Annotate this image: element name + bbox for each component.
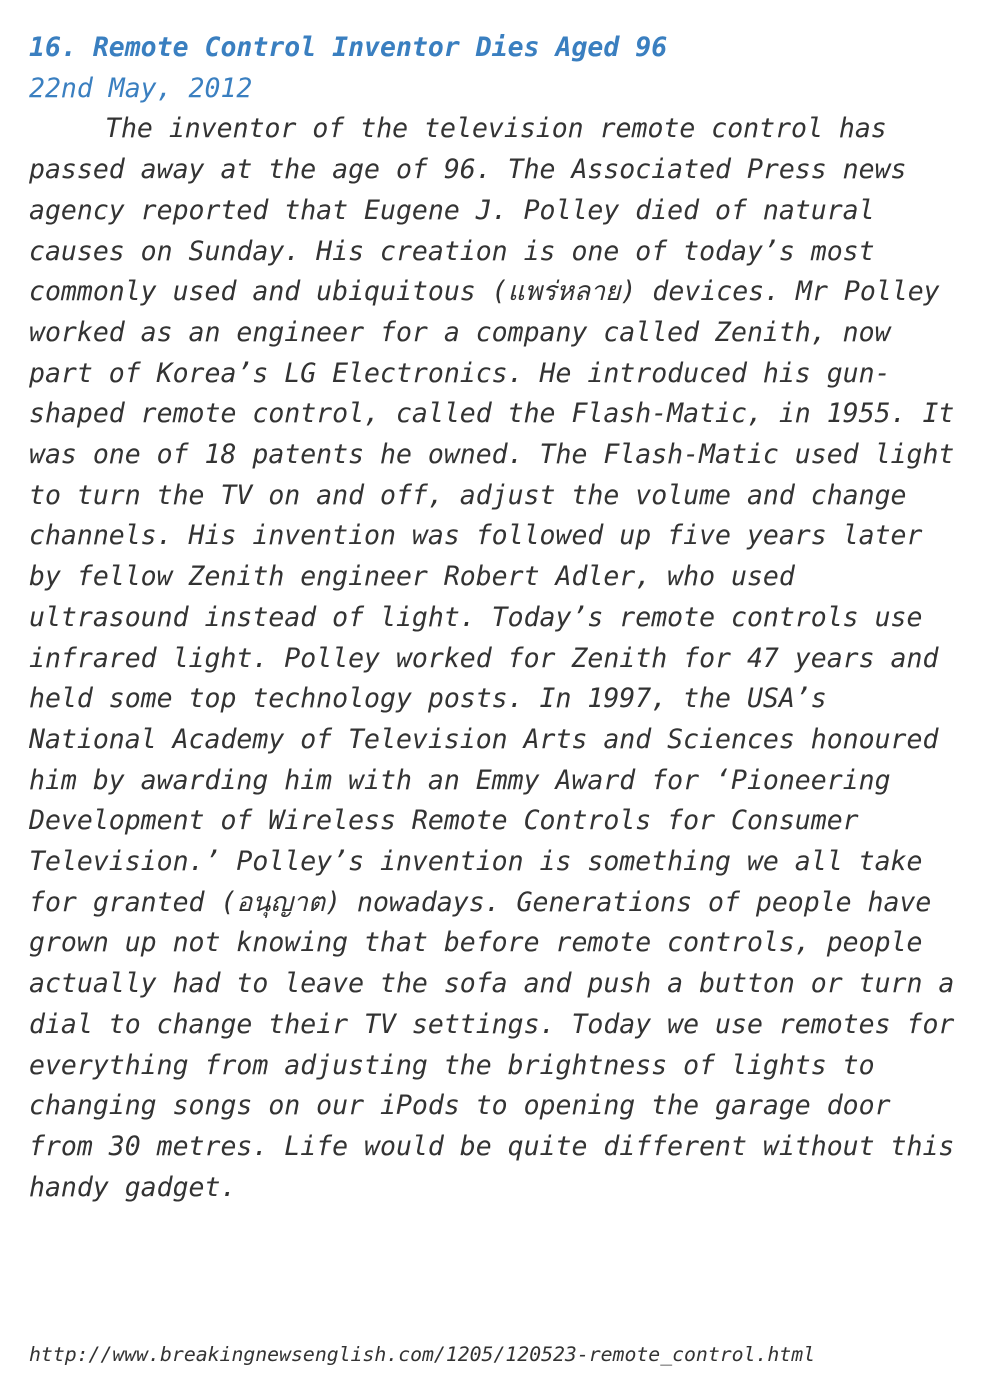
article-body: The inventor of the television remote control has passed away at the age of 96. The Associated Press news agency reported that Eugene J. Polley died of natural causes on Sunday. His creation is one of today’s most commonly used and ubiquitous (แพร่หลาย) devices. Mr Polley worked as an engineer for a company called Zenith, now part of Korea’s LG Electronics. He introduced his gun-shaped remote control, called the Flash-Matic, in 1955. It was one of 18 patents he owned. The Flash-Matic used light to turn the TV on and off, adjust the volume and change channels. His invention was followed up five years later by fellow Zenith engineer Robert Adler, who used ultrasound instead of light. Today’s remote controls use infrared light. Polley worked for Zenith for 47 years and held some top technology posts. In 1997, the USA’s National Academy of Television Arts and Sciences honoured him by awarding him with an Emmy Award for ‘Pioneering Development of Wireless Remote Controls for Consumer Television.’ Polley’s invention is something we all take for granted (อนุญาต) nowadays. Generations of people have grown up not knowing that before remote controls, people actually had to leave the sofa and push a button or turn a dial to change their TV settings. Today we use remotes for everything from adjusting the brightness of lights to changing songs on our iPods to opening the garage door from 30 metres. Life would be quite different without this handy gadget. [29, 113, 955, 1203]
article-date: 22nd May, 2012 [29, 72, 253, 104]
article [29, 28, 969, 1208]
source-url: http://www.breakingnewsenglish.com/1205/120523-remote_control.html [29, 1343, 816, 1366]
article-title: 16. Remote Control Inventor Dies Aged 96 [29, 32, 668, 63]
